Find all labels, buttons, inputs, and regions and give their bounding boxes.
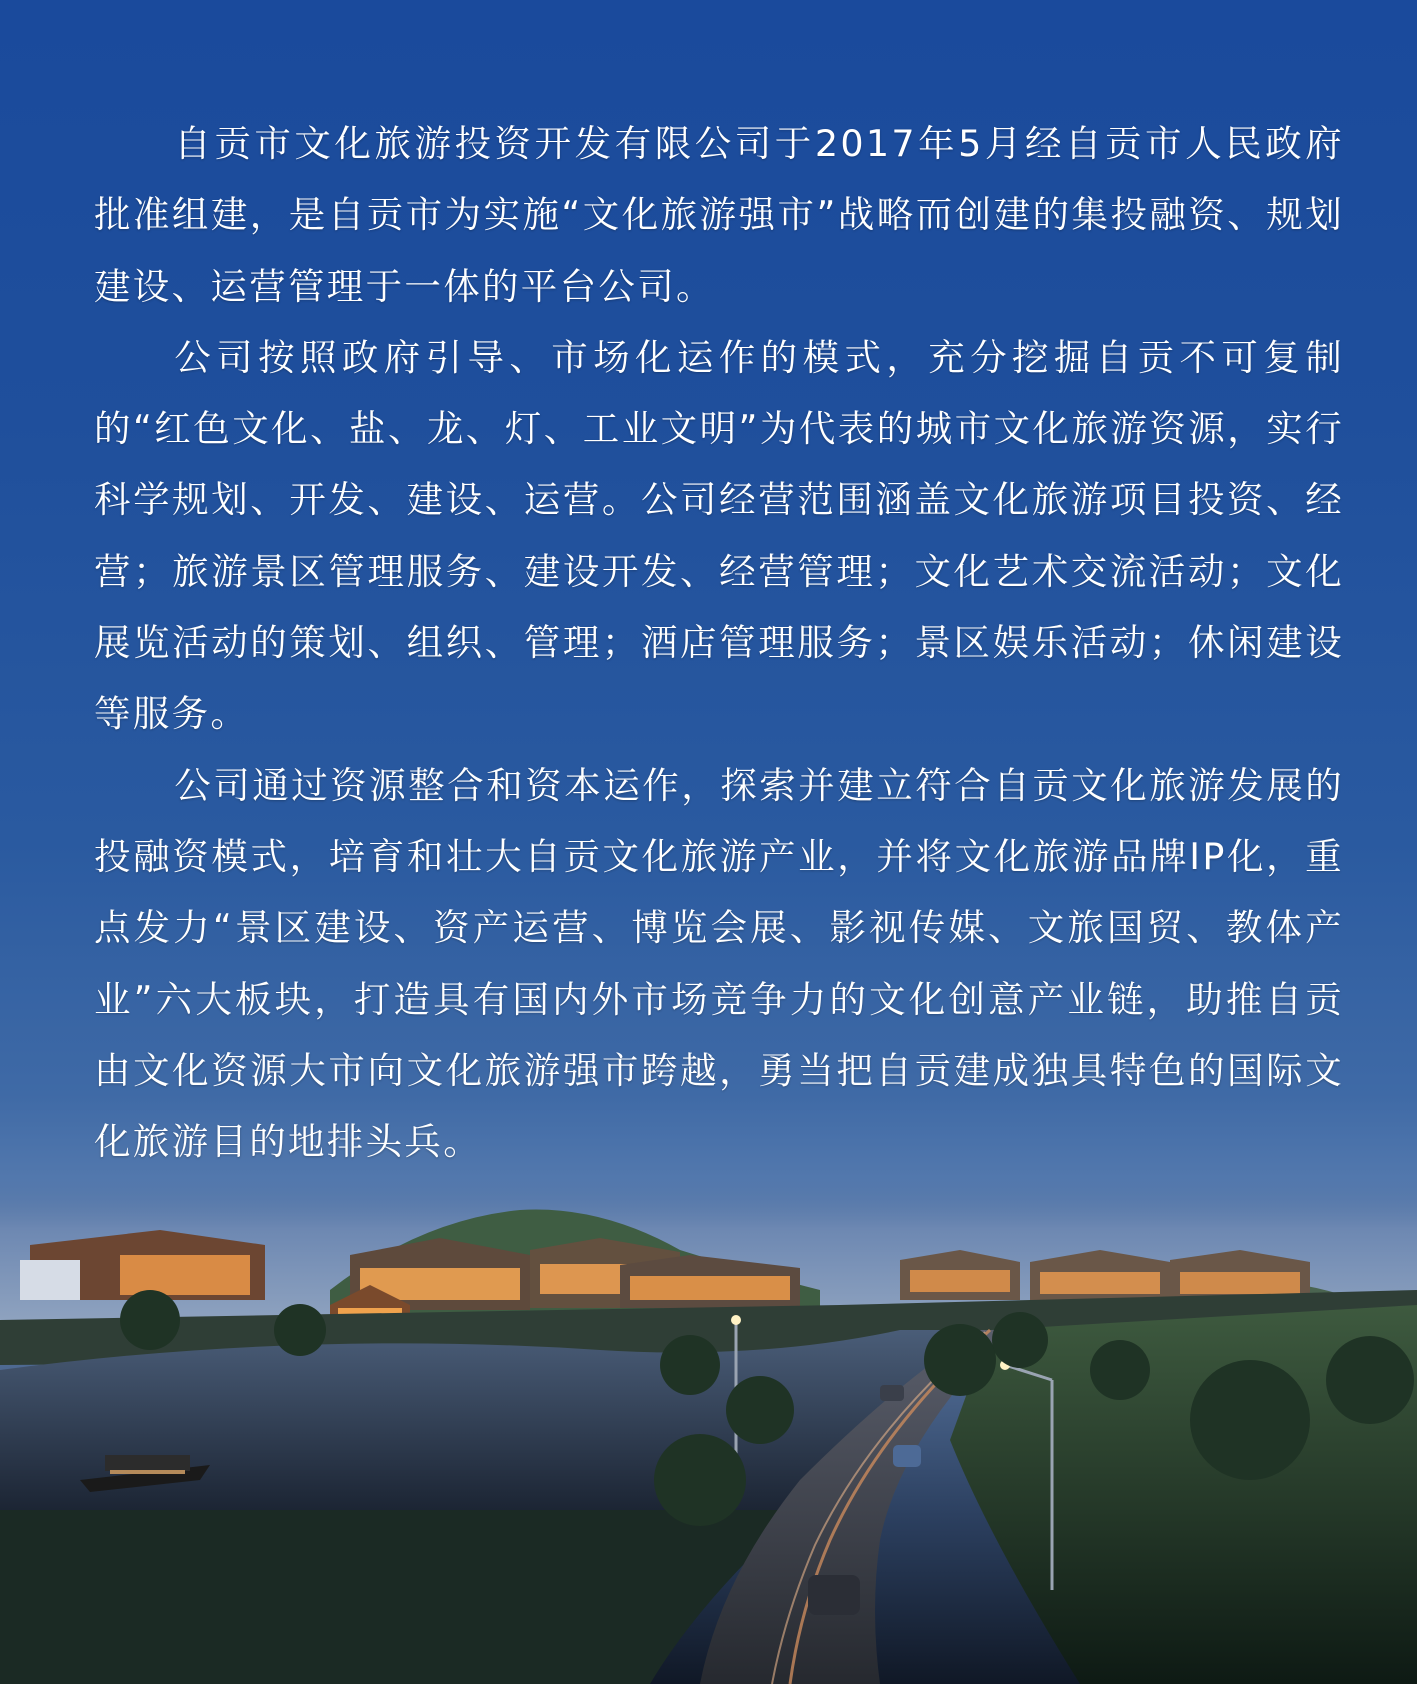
riverbank-foreground [0,1510,800,1684]
intro-paragraph-1: 自贡市文化旅游投资开发有限公司于2017年5月经自贡市人民政府批准组建，是自贡市为实施“文化旅游强市”战略而创建的集投融资、规划建设、运营管理于一体的平台公司。 [94,122,1344,308]
intro-paragraph-2: 公司按照政府引导、市场化运作的模式，充分挖掘自贡不可复制的“红色文化、盐、龙、灯、工业文明”为代表的城市文化旅游资源，实行科学规划、开发、建设、运营。公司经营范围涵盖文化旅游项目投资、经营；旅游景区管理服务、建设开发、经营管理；文化艺术交流活动；文化展览活动的策划、组织、管理；酒店管理服务；景区娱乐活动；休闲建设等服务。 [94,335,1344,736]
car [808,1575,860,1615]
car [893,1445,921,1467]
intro-paragraph-3: 公司通过资源整合和资本运作，探索并建立符合自贡文化旅游发展的投融资模式，培育和壮大自贡文化旅游产业，并将文化旅游品牌IP化，重点发力“景区建设、资产运营、博览会展、影视传媒、文旅国贸、教体产业”六大板块，打造具有国内外市场竞争力的文化创意产业链，助推自贡由文化资源大市向文化旅游强市跨越，勇当把自贡建成独具特色的国际文化旅游目的地排头兵。 [94,763,1344,1164]
company-introduction [94,108,1344,1177]
car [880,1385,904,1401]
scenery-svg [0,1180,1417,1684]
night-riverside-scenery-illustration [0,1180,1417,1684]
